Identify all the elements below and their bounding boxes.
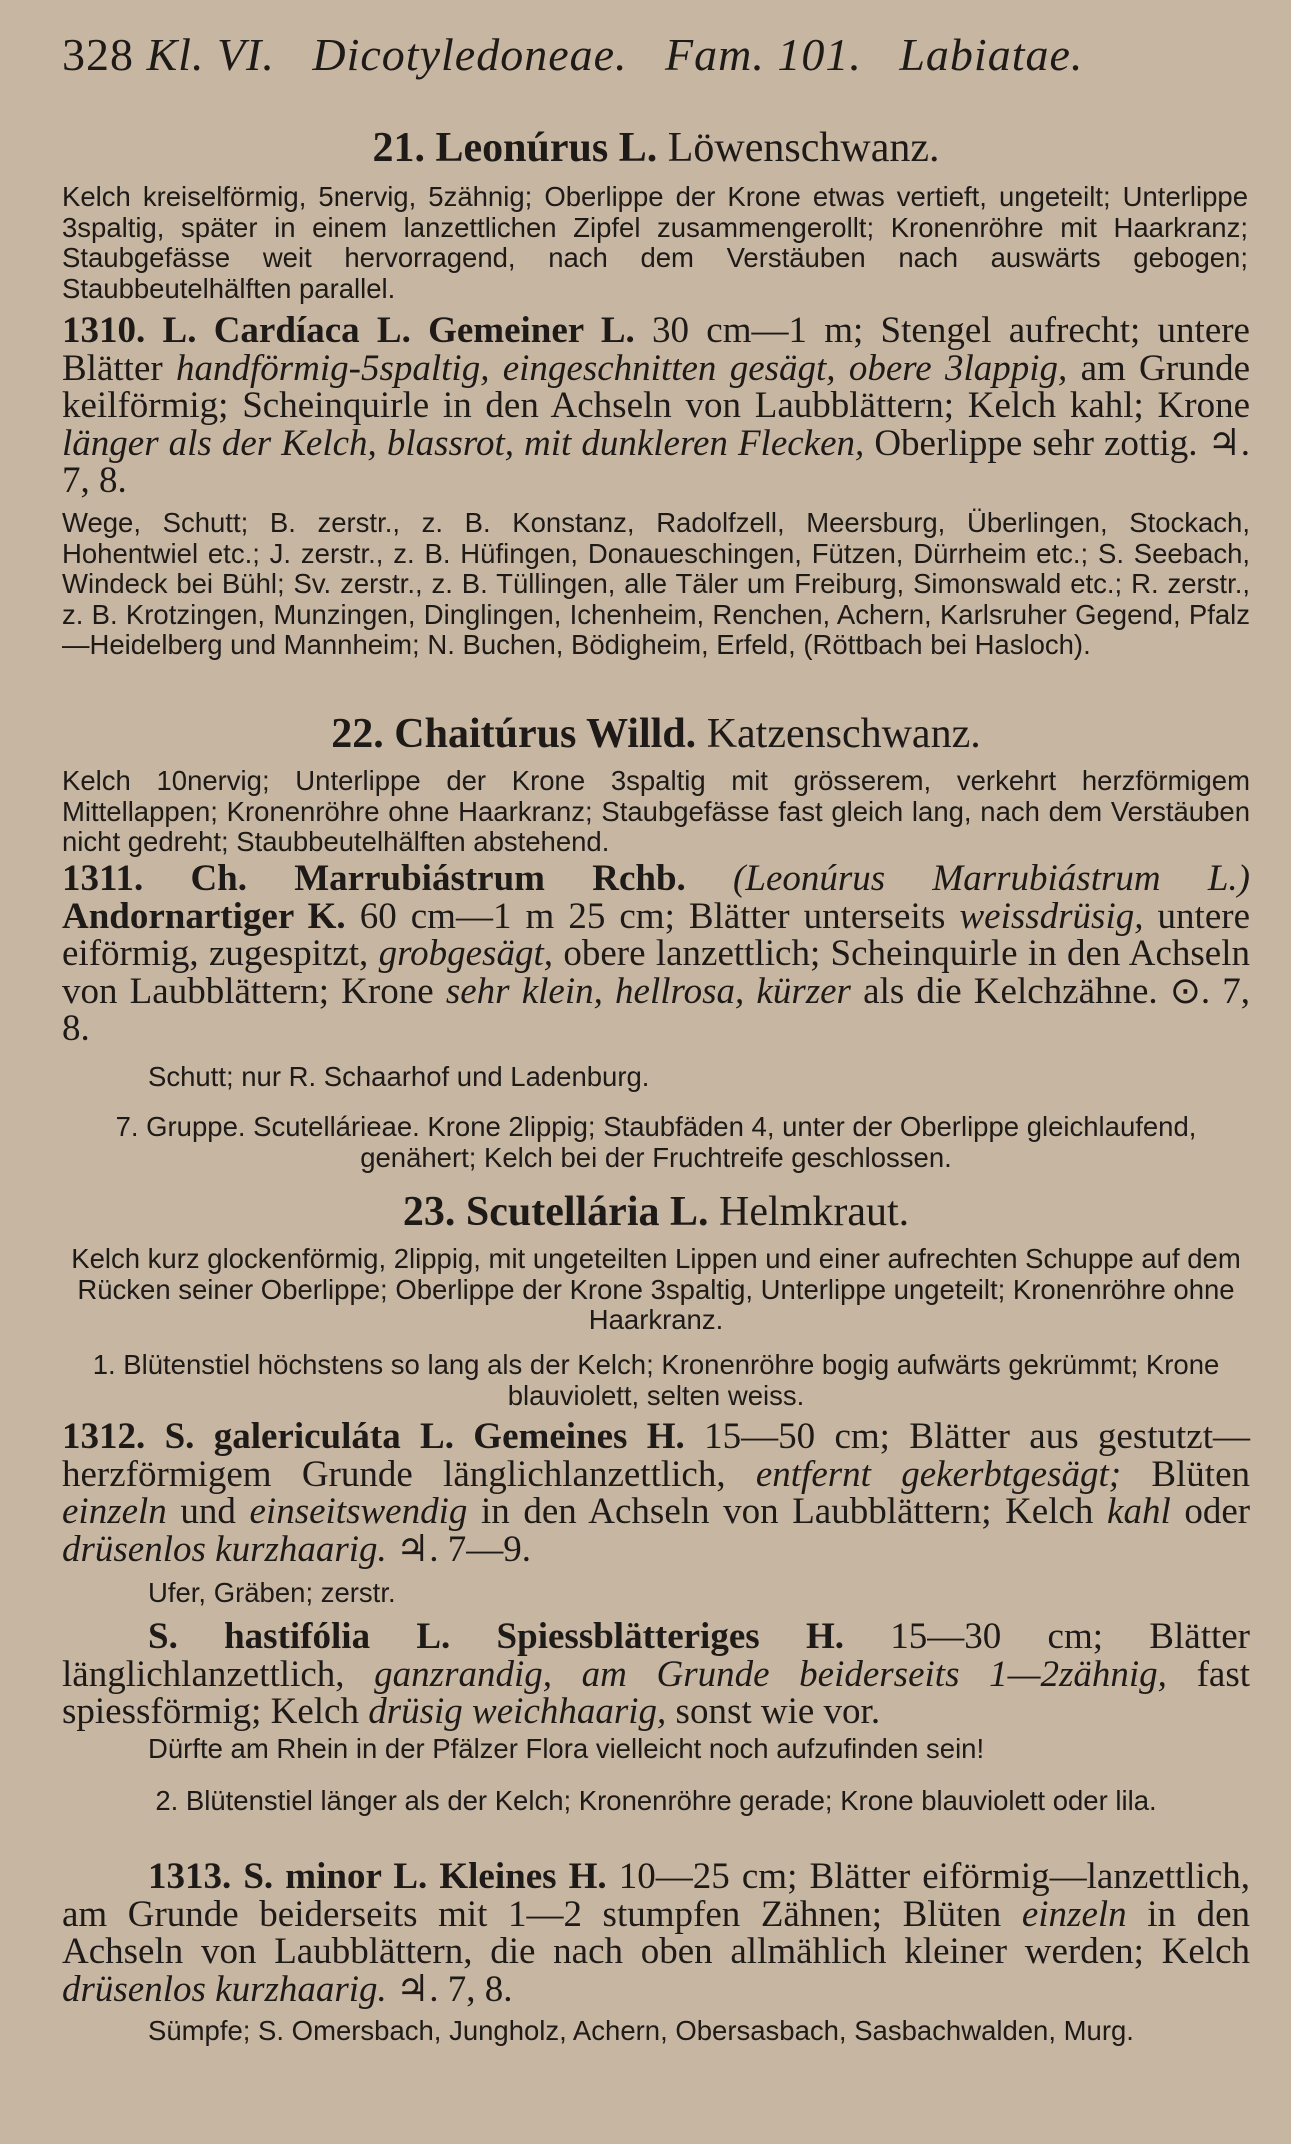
species-name: 1311. Ch. Marrubiástrum Rchb. <box>62 858 686 899</box>
genus-common-name: Katzenschwanz. <box>706 711 981 757</box>
species-text: untere eiförmig, zugespitzt, <box>62 895 1250 974</box>
species-text-italic: drüsenlos kurzhaarig. <box>62 1528 387 1570</box>
species-text-italic: ganzrandig, am Grunde beiderseits 1—2zähnig, <box>374 1653 1167 1695</box>
species-synonym: (Leonúrus Marrubiástrum L.) <box>733 858 1251 899</box>
species-name: 1312. S. galericuláta L. Gemeines H. <box>62 1416 685 1457</box>
localities-1311: Schutt; nur R. Schaarhof und Ladenburg. <box>148 1061 650 1092</box>
species-text: Oberlippe sehr zottig. ♃. 7, 8. <box>62 422 1250 501</box>
species-text-italic: grobgesägt, <box>378 933 553 974</box>
species-text-italic: einzeln <box>1021 1893 1127 1935</box>
running-header <box>62 28 1242 81</box>
species-text: ♃. 7, 8. <box>396 1968 513 2010</box>
species-text: Blüten <box>1151 1453 1251 1495</box>
species-text: sonst wie vor. <box>675 1691 881 1732</box>
species-text: obere lanzettlich; Scheinquirle in den Achseln von Laubblättern; Krone <box>62 933 1250 1012</box>
key-lead-1: 1. Blütenstiel höchstens so lang als der Kelch; Kronenröhre bogig aufwärts gekrümmt; Krone blauviolett, selten weiss. <box>92 1349 1220 1411</box>
species-name: 1313. S. minor L. Kleines H. <box>148 1856 607 1897</box>
species-text: am Grunde keilförmig; Scheinquirle in den Achseln von Laubblättern; Kelch kahl; Krone <box>62 347 1251 426</box>
species-text: oder <box>1184 1491 1251 1532</box>
genus-description-scutellaria: Kelch kurz glockenförmig, 2lippig, mit ungeteilten Lippen und einer aufrechten Schuppe auf dem Rücken seiner Oberlippe; Oberlippe der Krone 3spaltig, Unterlippe ungeteilt; Kronenröhre ohne Haarkranz. <box>71 1243 1241 1335</box>
species-1313 <box>62 1858 1250 2008</box>
species-text-italic: kahl <box>1107 1491 1171 1532</box>
species-name: 1310. L. Cardíaca L. Gemeiner L. <box>62 310 635 351</box>
species-text-italic: drüsenlos kurzhaarig. <box>62 1968 387 2010</box>
species-text: als die Kelchzähne. ⊙. 7, 8. <box>62 970 1251 1049</box>
species-text: in den Achseln von Laubblättern, die nach oben allmählich kleiner werden; Kelch <box>62 1893 1251 1972</box>
species-text: in den Achseln von Laubblättern; Kelch <box>480 1491 1094 1532</box>
species-name: S. hastifólia L. Spiessblätteriges H. <box>148 1616 844 1657</box>
species-text-italic: entfernt gekerbtgesägt; <box>755 1453 1122 1495</box>
species-text-italic: einzeln <box>62 1491 167 1532</box>
species-text: 15—30 cm; Blätter länglichlanzettlich, <box>62 1616 1250 1695</box>
genus-heading-chaiturus <box>62 710 1250 758</box>
species-text-italic: handförmig-5spaltig, eingeschnitten gesägt, obere 3lappig, <box>175 347 1068 389</box>
genus-description-chaiturus: Kelch 10nervig; Unterlippe der Krone 3spaltig mit grösserem, verkehrt herzförmigem Mittellappen; Kronenröhre ohne Haarkranz; Staubgefässe fast gleich lang, nach dem Verstäuben nicht gedreht; Staubbeutelhälften abstehend. <box>62 765 1250 857</box>
key-lead-2: 2. Blütenstiel länger als der Kelch; Kronenröhre gerade; Krone blauviolett oder lila. <box>155 1785 1157 1816</box>
genus-description-leonurus: Kelch kreiselförmig, 5nervig, 5zähnig; Oberlippe der Krone etwas vertieft, ungeteilt; Unterlippe 3spaltig, später in einem lanzettlichen Zipfel zusammengerollt; Kronenröhre mit Haarkranz; Staubgefässe weit hervorragend, nach dem Verstäuben nach auswärts gebogen; Staubbeutelhälften parallel. <box>62 181 1248 304</box>
species-text: 10—25 cm; Blätter eiförmig—lanzettlich, am Grunde beiderseits mit 1—2 stumpfen Zähnen; Blüten <box>62 1856 1250 1935</box>
species-common-name: Andornartiger K. <box>62 895 346 937</box>
species-text-italic: länger als der Kelch, blassrot, mit dunkleren Flecken, <box>62 422 865 464</box>
species-text: 30 cm—1 m; Stengel aufrecht; untere Blätter <box>62 310 1250 389</box>
genus-name: 21. Leonúrus L. <box>372 125 658 171</box>
genus-common-name: Löwenschwanz. <box>667 125 940 171</box>
localities-1310: Wege, Schutt; B. zerstr., z. B. Konstanz, Radolfzell, Meersburg, Überlingen, Stockach, Hohentwiel etc.; J. zerstr., z. B. Hüfingen, Donaueschingen, Fützen, Dürrheim etc.; S. Seebach, Windeck bei Bühl; Sv. zerstr., z. B. Tüllingen, alle Täler um Freiburg, Simonswald etc.; R. zerstr., z. B. Krotzingen, Munzingen, Dinglingen, Ichenheim, Renchen, Achern, Karlsruher Gegend, Pfalz—Heidelberg und Mannheim; N. Buchen, Bödigheim, Erfeld, (Röttbach bei Hasloch). <box>62 507 1250 660</box>
species-hastifolia <box>62 1618 1250 1731</box>
running-title: Kl. VI. Dicotyledoneae. Fam. 101. Labiatae. <box>146 29 1084 80</box>
genus-common-name: Helmkraut. <box>719 1189 910 1235</box>
species-1311 <box>62 860 1250 1048</box>
note-hastifolia: Dürfte am Rhein in der Pfälzer Flora vielleicht noch aufzufinden sein! <box>148 1733 985 1764</box>
species-text-italic: sehr klein, hellrosa, kürzer <box>445 970 851 1012</box>
genus-name: 23. Scutellária L. <box>402 1189 709 1235</box>
localities-1312: Ufer, Gräben; zerstr. <box>148 1577 396 1608</box>
species-1310 <box>62 312 1250 500</box>
species-text-italic: weissdrüsig, <box>959 895 1144 937</box>
genus-heading-scutellaria <box>62 1188 1250 1236</box>
localities-1313: Sümpfe; S. Omersbach, Jungholz, Achern, Obersasbach, Sasbachwalden, Murg. <box>148 2015 1134 2046</box>
species-text: fast spiessförmig; Kelch <box>62 1653 1251 1732</box>
genus-heading-leonurus <box>62 124 1250 172</box>
species-text: 60 cm—1 m 25 cm; Blätter unterseits <box>359 895 946 937</box>
species-1312 <box>62 1418 1250 1568</box>
page-number: 328 <box>62 29 134 80</box>
species-text-italic: drüsig weichhaarig, <box>368 1691 667 1732</box>
species-text-italic: einseitswendig <box>249 1491 468 1532</box>
group-7-heading: 7. Gruppe. Scutellárieae. Krone 2lippig; Staubfäden 4, unter der Oberlippe gleichlaufend, genähert; Kelch bei der Fruchtreife geschlossen. <box>115 1111 1197 1173</box>
species-text: 15—50 cm; Blätter aus gestutzt—herzförmigem Grunde länglichlanzettlich, <box>62 1416 1250 1495</box>
species-text: und <box>180 1491 236 1532</box>
genus-name: 22. Chaitúrus Willd. <box>331 711 697 757</box>
species-text: ♃. 7—9. <box>396 1528 531 1570</box>
